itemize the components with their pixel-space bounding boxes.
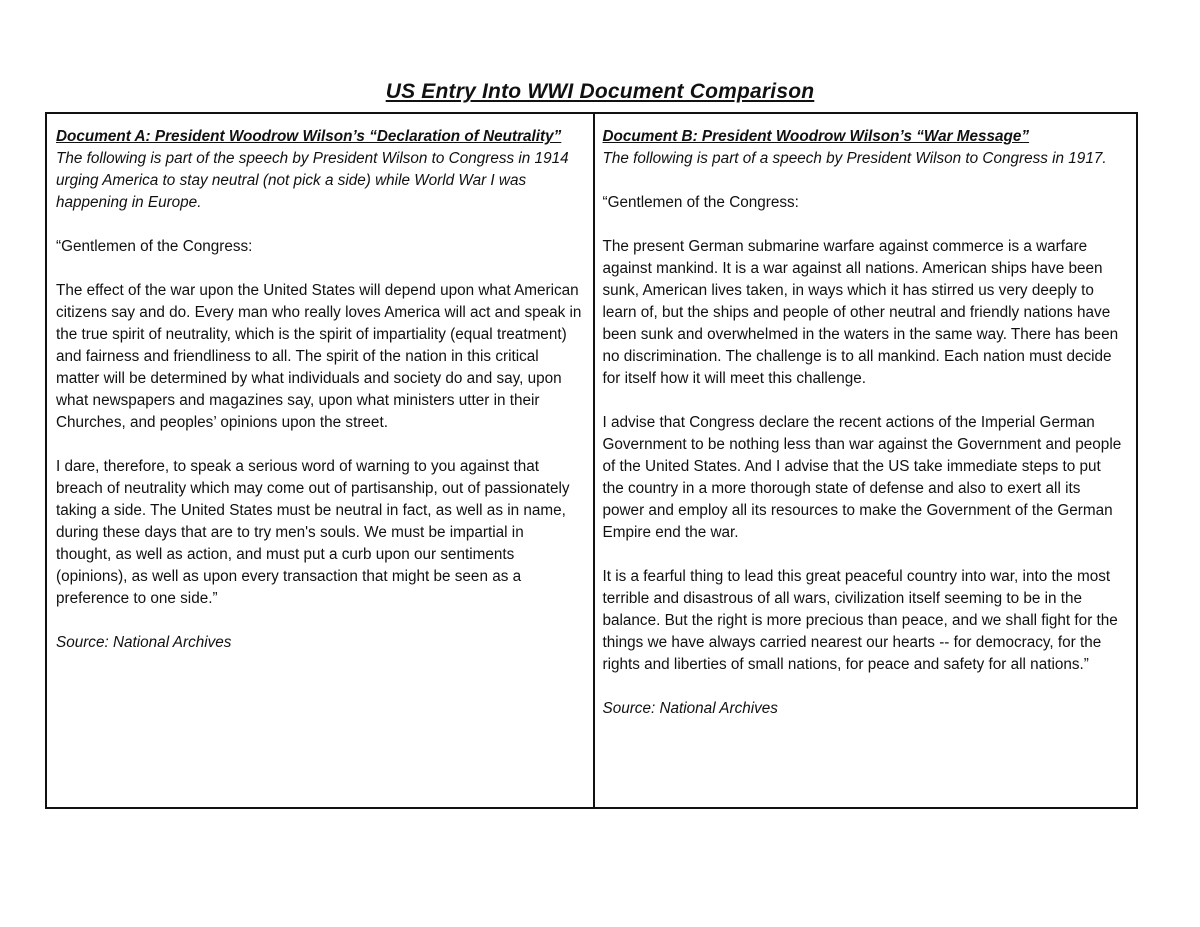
document-a-heading: Document A: President Woodrow Wilson’s “Declaration of Neutrality” xyxy=(56,128,562,145)
document-b-salutation: “Gentlemen of the Congress: xyxy=(602,194,799,211)
document-b-intro: The following is part of a speech by President Wilson to Congress in 1917. xyxy=(602,150,1107,167)
document-a-paragraph: I dare, therefore, to speak a serious word of warning to you against that breach of neutrality which may come out of partisanship, out of passionately taking a side. The United States must be neutral in fact, as well as in name, during these days that are to try men's souls. We must be impartial in thought, as well as action, and must put a curb upon our sentiments (opinions), as well as upon every transaction that might be seen as a preference to one side.” xyxy=(56,458,570,607)
document-b-column xyxy=(595,114,1137,807)
document-a-salutation: “Gentlemen of the Congress: xyxy=(56,238,253,255)
document-b-paragraph: It is a fearful thing to lead this great peaceful country into war, into the most terrible and disastrous of all wars, civilization itself seeming to be in the balance. But the right is more precious than peace, and we shall fight for the things we have always carried nearest our hearts -- for democracy, for the rights and liberties of small nations, for peace and safety for all nations.” xyxy=(602,568,1118,673)
document-b-source: Source: National Archives xyxy=(602,700,778,717)
page-title: US Entry Into WWI Document Comparison xyxy=(385,80,815,103)
document-a-source: Source: National Archives xyxy=(56,634,232,651)
comparison-table xyxy=(45,112,1138,809)
document-a-paragraph: The effect of the war upon the United States will depend upon what American citizens say and do. Every man who really loves America will act and speak in the true spirit of neutrality, which is the spirit of impartiality (equal treatment) and fairness and friendliness to all. The spirit of the nation in this critical matter will be determined by what individuals and society do and say, upon what newspapers and magazines say, upon what ministers utter in their Churches, and peoples’ opinions upon the street. xyxy=(56,282,582,431)
document-b-heading: Document B: President Woodrow Wilson’s “War Message” xyxy=(602,128,1030,145)
document-a-intro: The following is part of the speech by President Wilson to Congress in 1914 urging America to stay neutral (not pick a side) while World War I was happening in Europe. xyxy=(56,150,569,211)
document-a-column xyxy=(47,114,595,807)
document-b-paragraph: The present German submarine warfare against commerce is a warfare against mankind. It is a war against all nations. American ships have been sunk, American lives taken, in ways which it has stirred us very deeply to learn of, but the ships and people of other neutral and friendly nations have been sunk and overwhelmed in the waters in the same way. There has been no discrimination. The challenge is to all mankind. Each nation must decide for itself how it will meet this challenge. xyxy=(602,238,1119,387)
document-b-paragraph: I advise that Congress declare the recent actions of the Imperial German Government to be nothing less than war against the Government and people of the United States. And I advise that the US take immediate steps to put the country in a more thorough state of defense and also to exert all its power and employ all its resources to make the Government of the German Empire end the war. xyxy=(602,414,1122,541)
